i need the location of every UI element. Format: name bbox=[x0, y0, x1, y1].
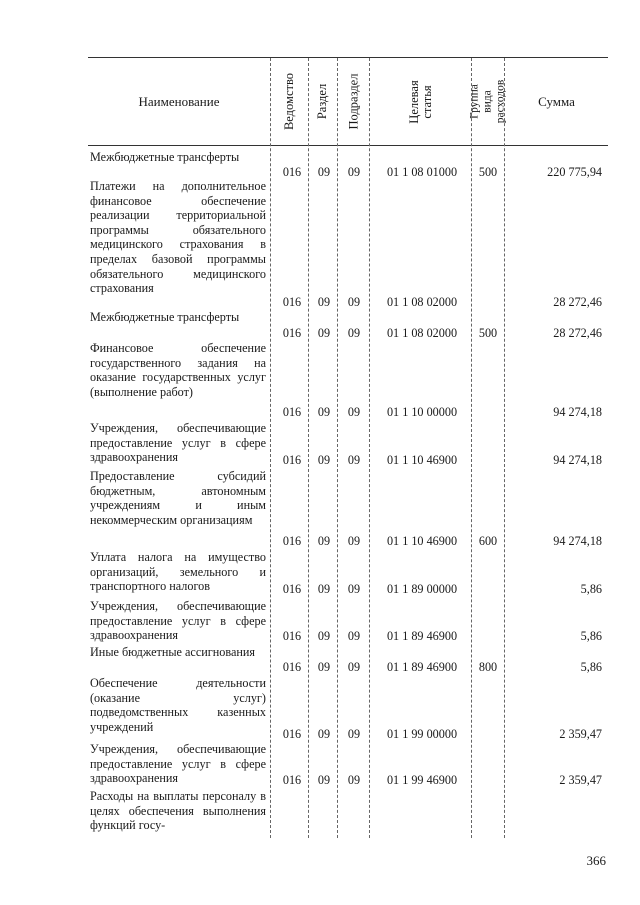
cell-vedomstvo: 016 bbox=[282, 629, 302, 643]
cell-tselevaya: 01 1 10 46900 bbox=[386, 534, 458, 548]
cell-razdel: 09 bbox=[317, 326, 331, 340]
header-podrazdel-label: Подраздел bbox=[346, 73, 360, 130]
row-name: Финансовое обеспечение государственного задания на оказание государственных услуг (выполнение работ) bbox=[90, 341, 266, 399]
header-razdel bbox=[309, 58, 337, 145]
cell-gruppa: 800 bbox=[478, 660, 498, 674]
cell-tselevaya: 01 1 08 01000 bbox=[386, 165, 458, 179]
cell-podrazdel: 09 bbox=[347, 773, 361, 787]
cell-razdel: 09 bbox=[317, 165, 331, 179]
row-name: Межбюджетные трансферты bbox=[90, 150, 240, 164]
cell-podrazdel: 09 bbox=[347, 534, 361, 548]
cell-vedomstvo: 016 bbox=[282, 773, 302, 787]
row-name: Уплата налога на имущество организаций, земельного и транспортного налогов bbox=[90, 550, 266, 594]
cell-vedomstvo: 016 bbox=[282, 405, 302, 419]
cell-vedomstvo: 016 bbox=[282, 727, 302, 741]
cell-razdel: 09 bbox=[317, 629, 331, 643]
header-summa bbox=[505, 58, 608, 145]
cell-vedomstvo: 016 bbox=[282, 326, 302, 340]
row-name: Учреждения, обеспечивающие предоставление услуг в сфере здравоохранения bbox=[90, 599, 266, 643]
cell-tselevaya: 01 1 89 46900 bbox=[386, 660, 458, 674]
cell-summa: 94 274,18 bbox=[553, 405, 602, 419]
cell-vedomstvo: 016 bbox=[282, 453, 302, 467]
row-name: Иные бюджетные ассигнования bbox=[90, 645, 256, 659]
header-name bbox=[88, 58, 270, 145]
header-tselevaya-label: Целевая статья bbox=[406, 79, 434, 124]
row-name: Обеспечение деятельности (оказание услуг) подведомственных казенных учреждений bbox=[90, 676, 266, 734]
cell-razdel: 09 bbox=[317, 534, 331, 548]
cell-vedomstvo: 016 bbox=[282, 534, 302, 548]
cell-summa: 28 272,46 bbox=[553, 326, 602, 340]
cell-tselevaya: 01 1 08 02000 bbox=[386, 326, 458, 340]
cell-razdel: 09 bbox=[317, 295, 331, 309]
cell-podrazdel: 09 bbox=[347, 405, 361, 419]
cell-podrazdel: 09 bbox=[347, 582, 361, 596]
cell-gruppa: 500 bbox=[478, 326, 498, 340]
cell-summa: 28 272,46 bbox=[553, 295, 602, 309]
header-tselevaya bbox=[370, 58, 471, 145]
row-name: Расходы на выплаты персоналу в целях обеспечения выполнения функций госу- bbox=[90, 789, 266, 833]
cell-tselevaya: 01 1 10 00000 bbox=[386, 405, 458, 419]
header-name-label: Наименование bbox=[138, 93, 220, 109]
header-gruppa-label: Группа вида расходов bbox=[468, 79, 507, 124]
cell-summa: 2 359,47 bbox=[559, 727, 602, 741]
cell-podrazdel: 09 bbox=[347, 165, 361, 179]
row-name: Учреждения, обеспечивающие предоставление услуг в сфере здравоохранения bbox=[90, 742, 266, 786]
cell-tselevaya: 01 1 10 46900 bbox=[386, 453, 458, 467]
cell-podrazdel: 09 bbox=[347, 453, 361, 467]
cell-summa: 5,86 bbox=[580, 629, 602, 643]
cell-razdel: 09 bbox=[317, 453, 331, 467]
cell-summa: 5,86 bbox=[580, 582, 602, 596]
cell-vedomstvo: 016 bbox=[282, 660, 302, 674]
cell-razdel: 09 bbox=[317, 660, 331, 674]
cell-vedomstvo: 016 bbox=[282, 582, 302, 596]
cell-tselevaya: 01 1 89 46900 bbox=[386, 629, 458, 643]
row-name: Учреждения, обеспечивающие предоставление услуг в сфере здравоохранения bbox=[90, 421, 266, 465]
cell-tselevaya: 01 1 99 46900 bbox=[386, 773, 458, 787]
header-bottom-rule bbox=[88, 145, 608, 146]
cell-vedomstvo: 016 bbox=[282, 295, 302, 309]
cell-razdel: 09 bbox=[317, 727, 331, 741]
cell-podrazdel: 09 bbox=[347, 326, 361, 340]
cell-razdel: 09 bbox=[317, 773, 331, 787]
cell-summa: 94 274,18 bbox=[553, 534, 602, 548]
header-razdel-label: Раздел bbox=[315, 83, 330, 120]
page-number: 366 bbox=[586, 853, 606, 868]
cell-tselevaya: 01 1 89 00000 bbox=[386, 582, 458, 596]
header-podrazdel bbox=[338, 58, 369, 145]
cell-podrazdel: 09 bbox=[347, 295, 361, 309]
cell-vedomstvo: 016 bbox=[282, 165, 302, 179]
cell-podrazdel: 09 bbox=[347, 727, 361, 741]
cell-gruppa: 600 bbox=[478, 534, 498, 548]
cell-summa: 5,86 bbox=[580, 660, 602, 674]
cell-tselevaya: 01 1 99 00000 bbox=[386, 727, 458, 741]
row-name: Межбюджетные трансферты bbox=[90, 310, 240, 324]
cell-tselevaya: 01 1 08 02000 bbox=[386, 295, 458, 309]
cell-summa: 2 359,47 bbox=[559, 773, 602, 787]
cell-razdel: 09 bbox=[317, 405, 331, 419]
cell-summa: 220 775,94 bbox=[547, 165, 602, 179]
header-gruppa bbox=[468, 58, 507, 145]
header-vedomstvo bbox=[271, 58, 308, 145]
cell-podrazdel: 09 bbox=[347, 629, 361, 643]
header-summa-label: Сумма bbox=[538, 93, 575, 109]
column-divider bbox=[270, 58, 272, 838]
cell-summa: 94 274,18 bbox=[553, 453, 602, 467]
cell-razdel: 09 bbox=[317, 582, 331, 596]
cell-podrazdel: 09 bbox=[347, 660, 361, 674]
row-name: Предоставление субсидий бюджетным, автономным учреждениям и иным некоммерческим организациям bbox=[90, 469, 266, 527]
row-name: Платежи на дополнительное финансовое обеспечение реализации территориальной программы обязательного медицинского страхования в пределах базовой программы обязательного медицинского страхования bbox=[90, 179, 266, 296]
column-divider bbox=[369, 58, 371, 838]
cell-gruppa: 500 bbox=[478, 165, 498, 179]
header-vedomstvo-label: Ведомство bbox=[282, 72, 296, 131]
